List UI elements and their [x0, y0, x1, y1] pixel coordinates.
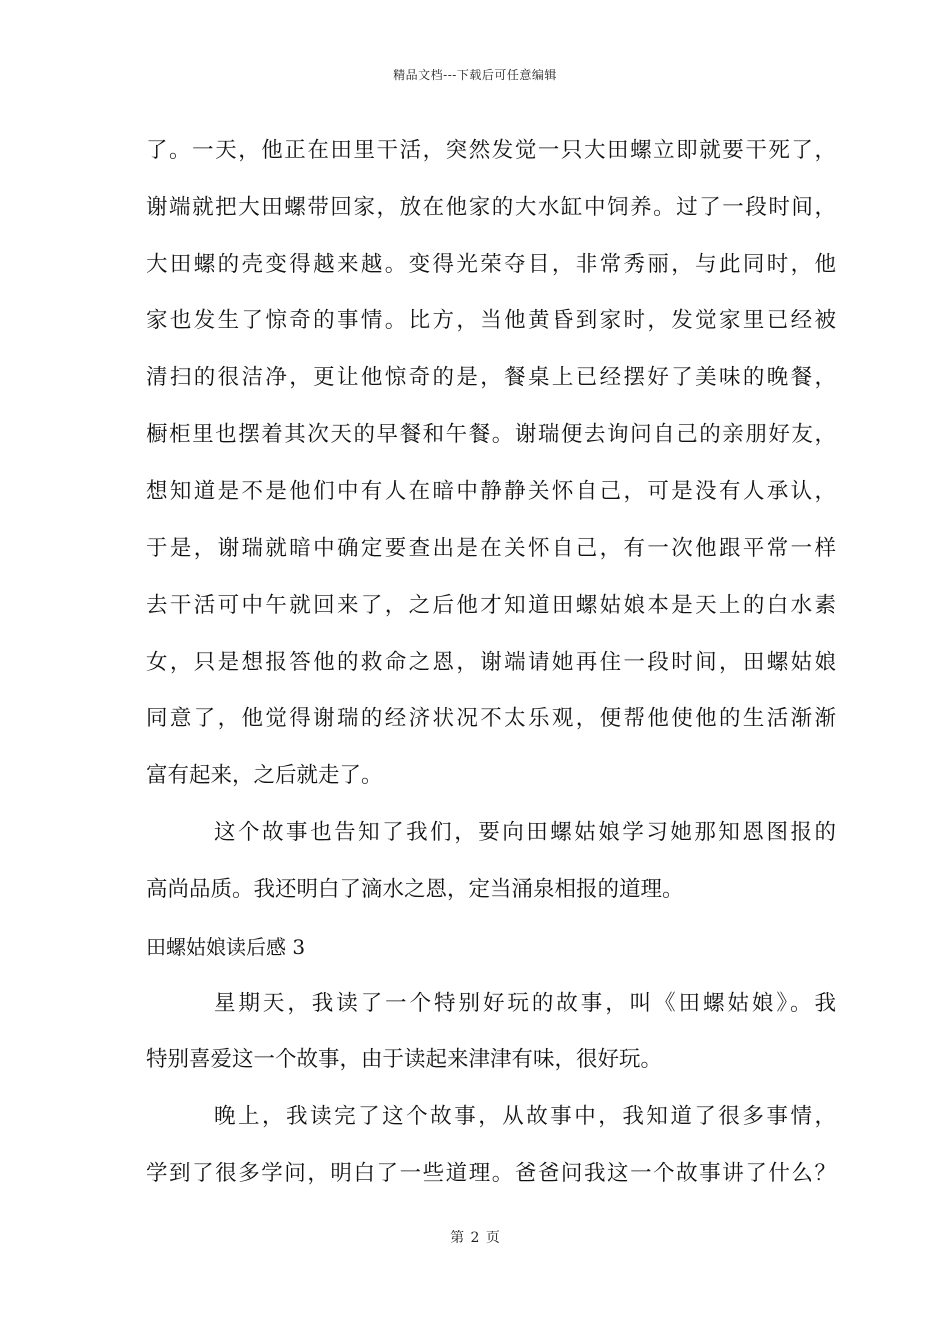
body-line: 于是，谢瑞就暗中确定要查出是在关怀自己，有一次他跟平常一样 — [146, 536, 836, 561]
body-line: 想知道是不是他们中有人在暗中静静关怀自己，可是没有人承认， — [146, 479, 836, 504]
body-line: 同意了，他觉得谢瑞的经济状况不太乐观，便帮他使他的生活渐渐 — [146, 706, 836, 731]
body-line: 去干活可中午就回来了，之后他才知道田螺姑娘本是天上的白水素 — [146, 593, 836, 618]
paragraph-first-line: 星期天，我读了一个特别好玩的故事，叫《田螺姑娘》。我 — [214, 991, 836, 1016]
body-line: 清扫的很洁净，更让他惊奇的是，餐桌上已经摆好了美味的晚餐， — [146, 365, 836, 390]
body-line: 女，只是想报答他的救命之恩，谢端请她再住一段时间，田螺姑娘 — [146, 650, 836, 675]
body-line: 谢端就把大田螺带回家，放在他家的大水缸中饲养。过了一段时间， — [146, 195, 836, 220]
paragraph-first-line: 晚上，我读完了这个故事，从故事中，我知道了很多事情， — [214, 1104, 836, 1129]
body-line: 高尚品质。我还明白了滴水之恩，定当涌泉相报的道理。 — [146, 877, 684, 902]
body-line: 富有起来，之后就走了。 — [146, 763, 383, 788]
body-line: 家也发生了惊奇的事情。比方，当他黄昏到家时，发觉家里已经被 — [146, 308, 836, 333]
body-line: 特别喜爱这一个故事，由于读起来津津有味，很好玩。 — [146, 1047, 663, 1072]
body-line: 了。一天，他正在田里干活，突然发觉一只大田螺立即就要干死了， — [146, 138, 836, 163]
body-line: 大田螺的壳变得越来越。变得光荣夺目，非常秀丽，与此同时，他 — [146, 252, 836, 277]
page-header: 精品文档---下载后可任意编辑 — [393, 68, 557, 82]
section-heading: 田螺姑娘读后感 3 — [146, 935, 306, 959]
body-line: 橱柜里也摆着其次天的早餐和午餐。谢瑞便去询问自己的亲朋好友， — [146, 422, 836, 447]
body-line: 学到了很多学问，明白了一些道理。爸爸问我这一个故事讲了什么？ — [146, 1161, 836, 1186]
page-number: 第 2 页 — [450, 1230, 500, 1246]
paragraph-first-line: 这个故事也告知了我们，要向田螺姑娘学习她那知恩图报的 — [214, 820, 836, 845]
